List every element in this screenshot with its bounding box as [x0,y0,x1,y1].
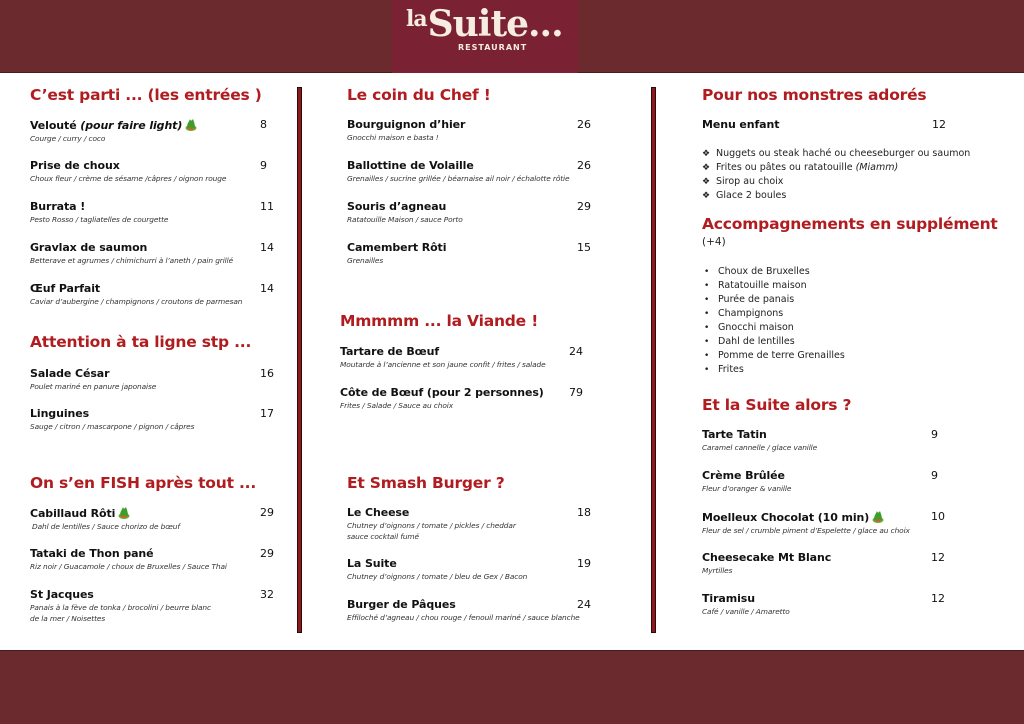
item-price: 14 [260,282,274,295]
section-title-sides: Accompagnements en supplément [702,215,998,233]
item-price: 11 [260,200,274,213]
section-title-entrees: C’est parti ... (les entrées ) [30,86,262,104]
item-price: 24 [577,598,591,611]
item-price: 79 [569,386,583,399]
diamond-bullet-icon: ❖ [702,191,711,201]
item-price: 9 [931,428,938,441]
menu-item: Menu enfant 12 [702,118,946,131]
item-price: 8 [260,118,267,131]
diamond-bullet-icon: ❖ [702,163,711,173]
bullet-icon: • [704,267,710,277]
diamond-bullet-icon: ❖ [702,149,711,159]
menu-item: Burrata ! Pesto Rosso / tagliatelles de courgette 11 [30,200,274,224]
list-item: • Purée de panais [704,294,795,305]
menu-item: Souris d’agneau Ratatouille Maison / sauce Porto 29 [347,200,591,224]
bullet-icon: • [704,351,710,361]
menu-item: Tiramisu Café / vanille / Amaretto 12 [702,592,945,616]
item-price: 17 [260,407,274,420]
item-price: 15 [577,241,591,254]
column-divider [651,87,656,633]
menu-item: Cabillaud Rôti Dahl de lentilles / Sauce chorizo de bœuf 29 [30,506,274,531]
veggie-icon [185,118,197,131]
logo-subtitle: RESTAURANT [458,43,528,52]
menu-item: Ballottine de Volaille Grenailles / sucrine grillée / béarnaise ail noir / échalotte rôtie 26 [347,159,591,183]
item-price: 29 [260,547,274,560]
bullet-icon: • [704,323,710,333]
restaurant-logo [392,0,578,73]
sides-price-note: (+4) [702,236,726,248]
item-price: 12 [932,118,946,131]
section-title-fish: On s’en FISH après tout ... [30,474,257,492]
section-title-desserts: Et la Suite alors ? [702,396,852,414]
item-price: 9 [260,159,267,172]
menu-item: Bourguignon d’hier Gnocchi maison e basta ! 26 [347,118,591,142]
section-title-chef: Le coin du Chef ! [347,86,491,104]
item-price: 19 [577,557,591,570]
list-item: ❖ Sirop au choix [702,176,784,187]
section-title-meat: Mmmmm ... la Viande ! [340,312,539,330]
list-item: ❖ Frites ou pâtes ou ratatouille (Miamm) [702,162,899,173]
bullet-icon: • [704,337,710,347]
list-item: • Champignons [704,308,784,319]
veggie-icon [872,510,884,523]
header-band [0,0,1024,73]
section-title-salads: Attention à ta ligne stp ... [30,333,252,351]
menu-item: Moelleux Chocolat (10 min) Fleur de sel / crumble piment d’Espelette / glace au choix 10 [702,510,945,535]
item-price: 14 [260,241,274,254]
column-divider [297,87,302,633]
menu-item: La Suite Chutney d’oignons / tomate / bleu de Gex / Bacon 19 [347,557,591,581]
list-item: • Ratatouille maison [704,280,807,291]
section-title-burger: Et Smash Burger ? [347,474,505,492]
item-price: 24 [569,345,583,358]
list-item: • Pomme de terre Grenailles [704,350,845,361]
bullet-icon: • [704,281,710,291]
list-item: ❖ Nuggets ou steak haché ou cheeseburger ou saumon [702,148,971,159]
menu-item: Gravlax de saumon Betterave et agrumes / chimichurri à l’aneth / pain grillé 14 [30,241,274,265]
item-price: 10 [931,510,945,523]
menu-item: Le Cheese Chutney d’oignons / tomate / pickles / cheddar sauce cocktail fumé 18 [347,506,591,541]
menu-item: Camembert Rôti Grenailles 15 [347,241,591,265]
item-price: 16 [260,367,274,380]
bullet-icon: • [704,309,710,319]
menu-item: Tarte Tatin Caramel cannelle / glace vanille 9 [702,428,938,452]
bullet-icon: • [704,365,710,375]
menu-item: Salade César Poulet mariné en panure japonaise 16 [30,367,274,391]
list-item: • Dahl de lentilles [704,336,795,347]
menu-item: Œuf Parfait Caviar d’aubergine / champignons / croutons de parmesan 14 [30,282,274,306]
list-item: • Gnocchi maison [704,322,794,333]
veggie-icon [118,506,130,519]
footer-band [0,650,1024,724]
logo-wordmark: laSuite... [406,3,563,45]
menu-item: Côte de Bœuf (pour 2 personnes) Frites / Salade / Sauce au choix 79 [340,386,583,410]
sides-list [704,265,845,377]
kids-menu-list [702,147,970,203]
item-price: 12 [931,551,945,564]
list-item: ❖ Glace 2 boules [702,190,787,201]
diamond-bullet-icon: ❖ [702,177,711,187]
menu-item: Tataki de Thon pané Riz noir / Guacamole / choux de Bruxelles / Sauce Thai 29 [30,547,274,571]
item-price: 29 [260,506,274,519]
bullet-icon: • [704,295,710,305]
list-item: • Frites [704,364,744,375]
menu-item: Crème Brûlée Fleur d’oranger & vanille 9 [702,469,938,493]
menu-item: Prise de choux Choux fleur / crème de sésame /câpres / oignon rouge 9 [30,159,267,183]
menu-item: Cheesecake Mt Blanc Myrtilles 12 [702,551,945,575]
item-price: 18 [577,506,591,519]
list-item: • Choux de Bruxelles [704,266,810,277]
menu-item: Tartare de Bœuf Moutarde à l’ancienne et son jaune confit / frites / salade 24 [340,345,583,369]
item-price: 26 [577,118,591,131]
item-price: 9 [931,469,938,482]
item-price: 32 [260,588,274,601]
item-price: 29 [577,200,591,213]
item-price: 26 [577,159,591,172]
menu-item: Linguines Sauge / citron / mascarpone / pignon / câpres 17 [30,407,274,431]
menu-item: Velouté (pour faire light) Courge / curry / coco 8 [30,118,267,143]
menu-item: Burger de Pâques Effiloché d’agneau / chou rouge / fenouil mariné / sauce blanche 24 [347,598,591,622]
item-price: 12 [931,592,945,605]
menu-item: St Jacques Panais à la fève de tonka / brocolini / beurre blanc de la mer / Noisettes 32 [30,588,274,623]
section-title-kids: Pour nos monstres adorés [702,86,927,104]
